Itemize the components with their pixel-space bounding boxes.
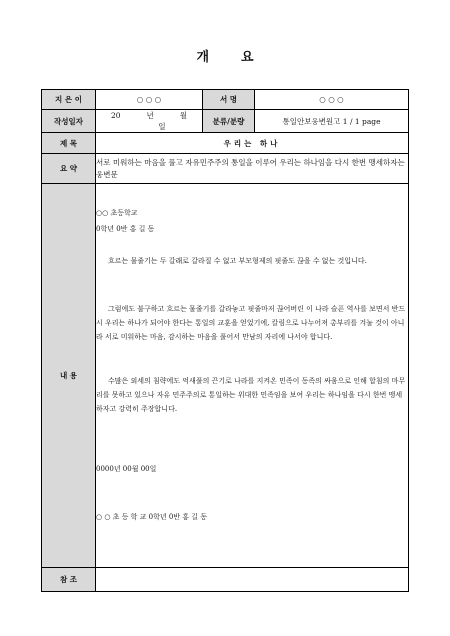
summary-row <box>42 154 409 184</box>
name-value[interactable]: ○ ○ ○ <box>255 90 409 110</box>
date-parts <box>96 110 202 132</box>
subject-value[interactable]: 우리는 하나 <box>96 133 409 154</box>
date-value[interactable] <box>96 110 203 133</box>
content-row <box>42 184 409 568</box>
author-label: 지 은 이 <box>42 90 96 110</box>
date-row <box>42 110 409 133</box>
signature-line: ○ ○ 초 등 학 교 0학년 0반 홍 길 동 <box>96 513 207 521</box>
document-title <box>0 46 450 65</box>
school-line: ○○ 초등학교 <box>96 209 138 217</box>
author-row <box>42 90 409 110</box>
author-value[interactable]: ○ ○ ○ <box>96 90 203 110</box>
subject-row <box>42 133 409 154</box>
reference-value[interactable] <box>96 568 409 592</box>
paragraph-3: 수많은 외세의 침략에도 억새풀의 끈기로 나라를 지켜온 민족이 동족의 싸움으로 인해 합침의 마무리를 못하고 있으나 자유 민주주의로 통일하는 위대한 민족임을 보여 우리는 하나임을 다시 한번 맹세하자고 강력히 주장합니다. <box>96 377 406 413</box>
content-body[interactable] <box>96 184 409 568</box>
date-year: 20 <box>110 111 121 120</box>
date-label: 작성일자 <box>42 110 96 133</box>
reference-row <box>42 568 409 592</box>
category-value[interactable]: 통일안보웅변원고 1 / 1 page <box>255 110 409 133</box>
student-line: 0학년 0반 홍 길 동 <box>96 225 155 233</box>
name-label: 서 명 <box>203 90 255 110</box>
reference-label: 참 조 <box>42 568 96 592</box>
category-label: 분류/분량 <box>203 110 255 133</box>
summary-value[interactable]: 서로 미워하는 마음을 풀고 자유민주주의 통일을 이루어 우리는 하나임을 다시 한번 맹세하자는 웅변문 <box>96 154 409 184</box>
overview-form <box>41 89 409 592</box>
date-line: 0000년 00월 00일 <box>96 465 157 473</box>
date-month-unit: 월 <box>179 111 188 120</box>
date-day-unit: 일 <box>158 122 166 131</box>
title-char-2: 요 <box>241 50 254 65</box>
paragraph-2: 그럼에도 불구하고 흐르는 물줄기를 갈라놓고 핏줄마저 끊어버린 이 나라 슬픈 역사를 보면서 반드시 우리는 하나가 되어야 한다는 통일의 교훈을 얻었기에, 칼림으로 나누어져 총부리를 겨눌 것이 아니라 서로 미워하는 마음, 감시하는 마음을 풀어서 만남의 자리에 나서야 합니다. <box>96 305 406 341</box>
title-char-1: 개 <box>196 50 209 65</box>
speech-text <box>96 184 408 567</box>
summary-label: 요 약 <box>42 154 96 184</box>
paragraph-1: 흐르는 물줄기는 두 갈래로 갈라질 수 없고 부모형제의 핏줄도 끊을 수 없는 것입니다. <box>108 257 367 265</box>
date-year-unit: 년 <box>146 111 154 120</box>
content-label: 내 용 <box>42 184 96 568</box>
subject-label: 제 목 <box>42 133 96 154</box>
